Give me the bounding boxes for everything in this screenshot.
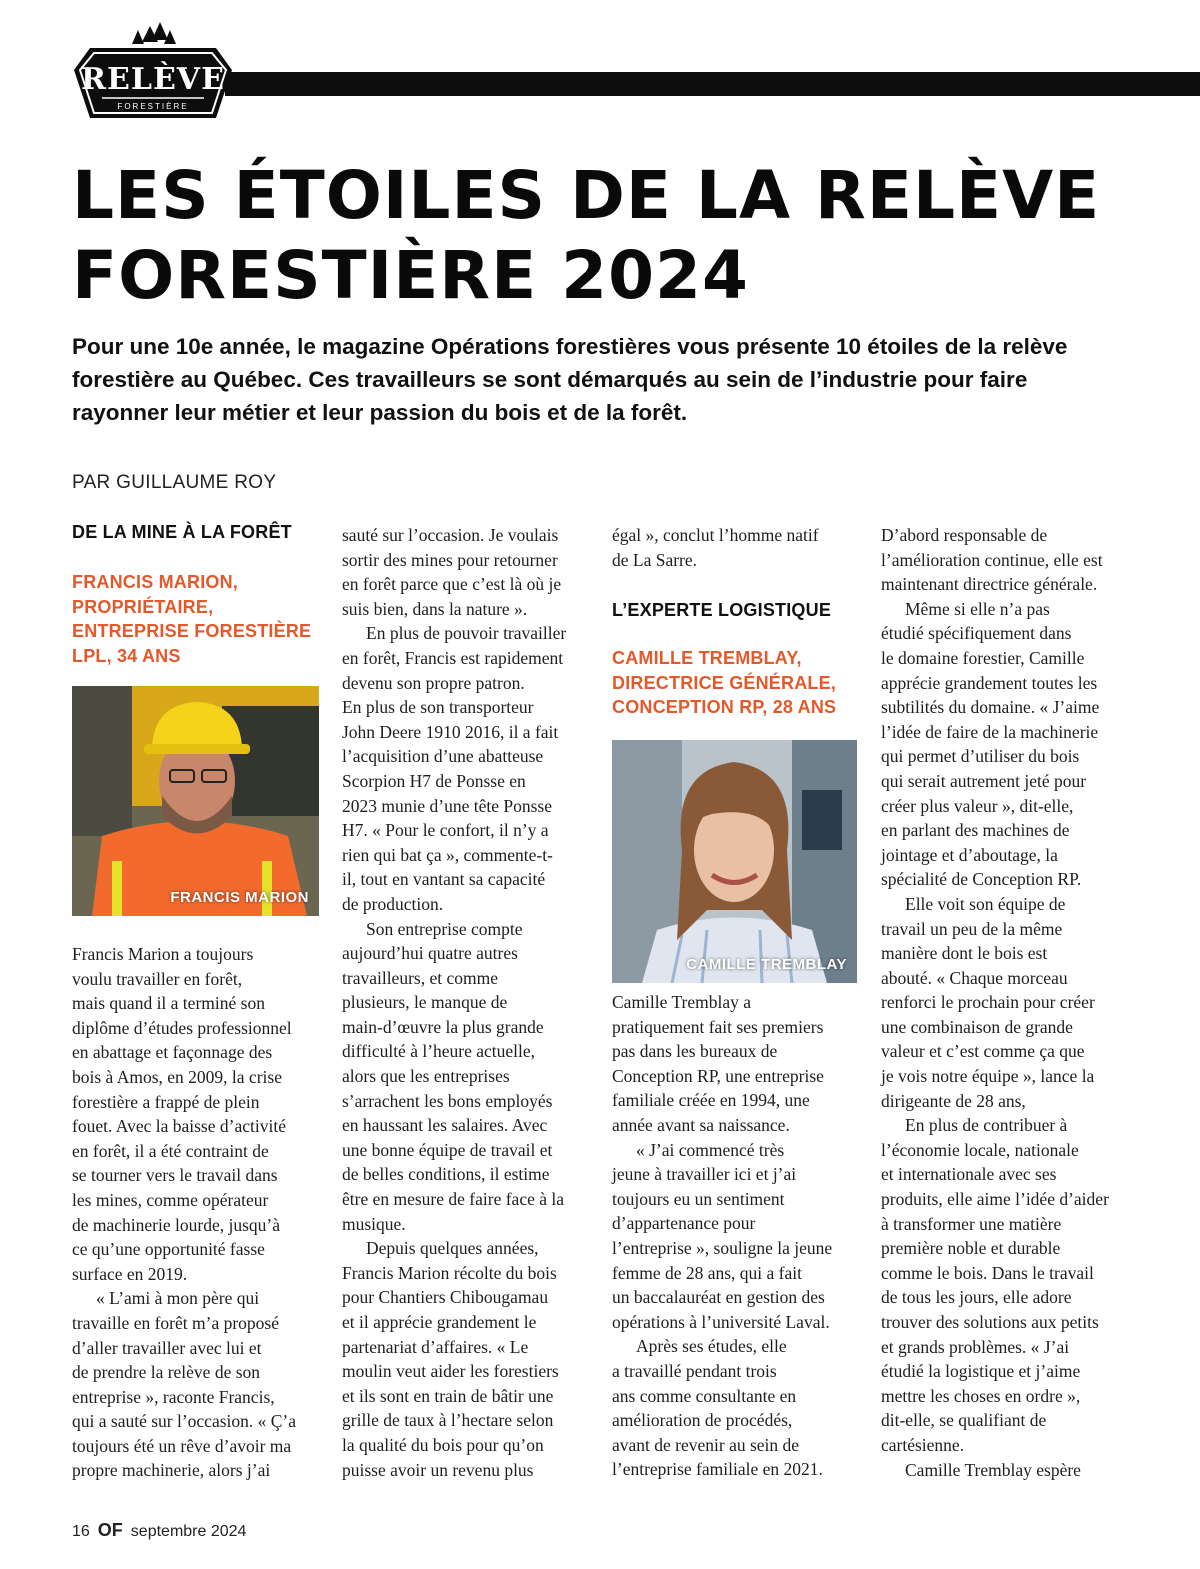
- text-line: travailleurs, et comme: [342, 967, 498, 988]
- text-line: subtilités du domaine. « J’aime: [881, 697, 1100, 718]
- text-line: et il apprécie grandement le: [342, 1312, 537, 1332]
- text-line: partenariat d’affaires. « Le: [342, 1336, 529, 1357]
- text-line: jeune à travailler ici et j’ai: [612, 1164, 797, 1185]
- text-line: En plus de son transporteur: [342, 697, 534, 718]
- column-1-body: [72, 942, 327, 1483]
- lead-line: Pour une 10e année, le magazine Opérations forestières vous présente 10 étoiles de la relève: [72, 334, 1068, 359]
- text-line: fouet. Avec la baisse d’activité: [72, 1116, 286, 1137]
- photo-caption: CAMILLE TREMBLAY: [686, 956, 847, 973]
- text-line: entreprise », raconte Francis,: [72, 1386, 275, 1407]
- text-line: difficulté à l’heure actuelle,: [342, 1041, 536, 1062]
- releve-forestiere-logo: [72, 22, 234, 128]
- text-line: étudié la logistique et j’aime: [881, 1361, 1081, 1382]
- text-line: l’entreprise familiale en 2021.: [612, 1459, 823, 1480]
- text-line: qui permet d’utiliser du bois: [881, 746, 1080, 767]
- text-line: créer plus valeur », dit-elle,: [881, 795, 1074, 816]
- text-line: Francis Marion récolte du bois: [342, 1262, 557, 1283]
- text-line: Elle voit son équipe de: [905, 893, 1066, 914]
- text-line: en forêt, il a été contraint de: [72, 1140, 269, 1161]
- text-line: en forêt parce que c’est là où je: [342, 574, 562, 595]
- text-line: en forêt, Francis est rapidement: [342, 647, 564, 668]
- text-line: pratiquement fait ses premiers: [612, 1016, 824, 1037]
- text-line: toujours été un rêve d’avoir ma: [72, 1435, 292, 1456]
- byline: PAR GUILLAUME ROY: [72, 472, 277, 493]
- text-line: femme de 28 ans, qui a fait: [612, 1262, 803, 1283]
- text-line: s’arrachent les bons employés: [342, 1090, 553, 1111]
- text-line: jointage et d’aboutage, la: [881, 844, 1058, 865]
- text-line: propre machinerie, alors j’ai: [72, 1460, 271, 1481]
- text-line: maintenant directrice générale.: [881, 574, 1098, 595]
- text-line: D’abord responsable de: [881, 525, 1048, 545]
- text-line: une combinaison de grande: [881, 1016, 1073, 1037]
- text-line: « J’ai commencé très: [636, 1139, 785, 1160]
- text-line: diplôme d’études professionnel: [72, 1017, 292, 1038]
- text-line: toujours eu un sentiment: [612, 1188, 785, 1209]
- text-line: apprécie grandement toutes les: [881, 672, 1098, 693]
- text-line: valeur et c’est comme ça que: [881, 1041, 1085, 1062]
- text-line: Depuis quelques années,: [366, 1238, 539, 1259]
- text-line: bois à Amos, en 2009, la crise: [72, 1066, 282, 1087]
- page-footer: [72, 1520, 246, 1541]
- text-line: opérations à l’université Laval.: [612, 1311, 830, 1332]
- text-line: mais quand il a terminé son: [72, 993, 265, 1014]
- text-line: de production.: [342, 893, 444, 914]
- text-line: Camille Tremblay a: [612, 992, 752, 1012]
- text-line: trouver des solutions aux petits: [881, 1312, 1099, 1332]
- text-line: amélioration de procédés,: [612, 1410, 793, 1431]
- text-line: l’économie locale, nationale: [881, 1139, 1079, 1160]
- text-line: une bonne équipe de travail et: [342, 1139, 553, 1160]
- text-line: les mines, comme opérateur: [72, 1189, 269, 1210]
- text-line: se tourner vers le travail dans: [72, 1165, 278, 1186]
- text-line: surface en 2019.: [72, 1263, 188, 1284]
- text-line: à transformer une matière: [881, 1213, 1062, 1234]
- text-line: et grands problèmes. « J’ai: [881, 1336, 1070, 1357]
- text-line: d’aller travailler avec lui et: [72, 1337, 262, 1358]
- lead-line: rayonner leur métier et leur passion du bois et de la forêt.: [72, 400, 688, 425]
- column-3-top: égal », conclut l’homme natif de La Sarre.: [612, 525, 819, 570]
- text-line: grille de taux à l’hectare selon: [342, 1410, 554, 1431]
- column-4-body: [881, 523, 1136, 1482]
- logo-subword: FORESTIÈRE: [117, 102, 189, 111]
- text-line: puisse avoir un revenu plus: [342, 1459, 534, 1480]
- text-line: main-d’œuvre la plus grande: [342, 1016, 544, 1037]
- text-line: le domaine forestier, Camille: [881, 647, 1085, 668]
- text-line: Camille Tremblay espère: [905, 1459, 1081, 1480]
- text-line: comme le bois. Dans le travail: [881, 1262, 1094, 1283]
- text-line: pas dans les bureaux de: [612, 1041, 778, 1062]
- text-line: l’acquisition d’une abatteuse: [342, 746, 544, 767]
- title-line: LES ÉTOILES DE LA RELÈVE: [72, 157, 1101, 234]
- text-line: et ils sont en train de bâtir une: [342, 1385, 554, 1406]
- photo-caption: FRANCIS MARION: [170, 889, 309, 906]
- text-line: voulu travailler en forêt,: [72, 968, 243, 989]
- header-rule: [225, 72, 1200, 96]
- text-line: mettre les choses en ordre »,: [881, 1385, 1081, 1406]
- text-line: étudié spécifiquement dans: [881, 623, 1072, 644]
- text-line: Même si elle n’a pas: [905, 598, 1050, 619]
- text-line: H7. « Pour le confort, il n’y a: [342, 820, 549, 841]
- column-3-body: [612, 990, 867, 1482]
- text-line: ce qu’une opportunité fasse: [72, 1239, 265, 1260]
- section-heading: L’EXPERTE LOGISTIQUE: [612, 600, 832, 621]
- text-line: 2023 munie d’une tête Ponsse: [342, 795, 552, 816]
- text-line: qui a sauté sur l’occasion. « Ç’a: [72, 1411, 297, 1432]
- text-line: en abattage et façonnage des: [72, 1042, 273, 1063]
- issue-date: septembre 2024: [130, 1523, 247, 1540]
- text-line: alors que les entreprises: [342, 1066, 510, 1087]
- person-heading: FRANCIS MARION, PROPRIÉTAIRE, ENTREPRISE FORESTIÈRE LPL, 34 ANS: [72, 572, 312, 666]
- text-line: pour Chantiers Chibougamau: [342, 1287, 549, 1308]
- text-line: la qualité du bois pour qu’on: [342, 1434, 544, 1455]
- column-1: [72, 520, 327, 668]
- column-3: [612, 523, 867, 720]
- francis-marion-photo: [72, 686, 319, 916]
- text-line: année avant sa naissance.: [612, 1114, 790, 1135]
- text-line: devenu son propre patron.: [342, 672, 525, 693]
- text-line: produits, elle aime l’idée d’aider: [881, 1189, 1109, 1210]
- section-heading: DE LA MINE À LA FORÊT: [72, 522, 292, 542]
- text-line: En plus de pouvoir travailler: [366, 623, 567, 644]
- text-line: de tous les jours, elle adore: [881, 1287, 1072, 1308]
- text-line: aujourd’hui quatre autres: [342, 943, 518, 964]
- text-line: rien qui bat ça », commente-t-: [342, 844, 553, 865]
- text-line: a travaillé pendant trois: [612, 1360, 777, 1381]
- text-line: Francis Marion a toujours: [72, 944, 254, 964]
- text-line: première noble et durable: [881, 1238, 1061, 1259]
- text-line: spécialité de Conception RP.: [881, 869, 1082, 890]
- text-line: cartésienne.: [881, 1434, 965, 1455]
- text-line: sortir des mines pour retourner: [342, 549, 558, 570]
- text-line: musique.: [342, 1213, 406, 1234]
- text-line: de belles conditions, il estime: [342, 1164, 550, 1185]
- text-line: en parlant des machines de: [881, 820, 1070, 841]
- camille-tremblay-photo: [612, 740, 857, 983]
- logo-word: RELÈVE: [81, 62, 225, 97]
- text-line: plusieurs, le manque de: [342, 992, 508, 1013]
- text-line: de machinerie lourde, jusqu’à: [72, 1214, 280, 1235]
- page-number: 16: [72, 1523, 90, 1540]
- text-line: avant de revenir au sein de: [612, 1434, 800, 1455]
- text-line: forestière a frappé de plein: [72, 1091, 260, 1112]
- text-line: et internationale avec ses: [881, 1164, 1057, 1185]
- text-line: Après ses études, elle: [636, 1336, 787, 1357]
- text-line: manière dont le bois est: [881, 943, 1048, 964]
- text-line: un baccalauréat en gestion des: [612, 1287, 825, 1308]
- magazine-name: OF: [97, 1520, 123, 1540]
- text-line: dirigeante de 28 ans,: [881, 1090, 1026, 1111]
- text-line: de prendre la relève de son: [72, 1362, 261, 1383]
- text-line: travaille en forêt m’a proposé: [72, 1312, 279, 1333]
- text-line: travail un peu de la même: [881, 918, 1063, 939]
- text-line: dit-elle, se qualifiant de: [881, 1410, 1047, 1431]
- text-line: d’appartenance pour: [612, 1213, 756, 1234]
- text-line: Son entreprise compte: [366, 918, 523, 939]
- text-line: qui serait autrement jeté pour: [881, 770, 1087, 791]
- text-line: ans comme consultante en: [612, 1385, 797, 1406]
- text-line: être en mesure de faire face à la: [342, 1189, 564, 1210]
- text-line: l’entreprise », souligne la jeune: [612, 1237, 833, 1258]
- article-lead: [72, 330, 1132, 429]
- text-line: il, tout en vantant sa capacité: [342, 869, 546, 890]
- text-line: en haussant les salaires. Avec: [342, 1115, 548, 1136]
- text-line: John Deere 1910 2016, il a fait: [342, 721, 559, 742]
- text-line: l’idée de faire de la machinerie: [881, 721, 1099, 742]
- text-line: suis bien, dans la nature ».: [342, 598, 528, 619]
- text-line: sauté sur l’occasion. Je voulais: [342, 525, 559, 545]
- text-line: « L’ami à mon père qui: [96, 1288, 260, 1309]
- text-line: je vois notre équipe », lance la: [881, 1066, 1095, 1087]
- person-heading: CAMILLE TREMBLAY, DIRECTRICE GÉNÉRALE, CONCEPTION RP, 28 ANS: [612, 648, 837, 718]
- title-line: FORESTIÈRE 2024: [72, 237, 749, 314]
- text-line: moulin veut aider les forestiers: [342, 1361, 559, 1382]
- lead-line: forestière au Québec. Ces travailleurs se sont démarqués au sein de l’industrie pour faire: [72, 367, 1028, 392]
- text-line: abouté. « Chaque morceau: [881, 967, 1068, 988]
- text-line: renforci le prochain pour créer: [881, 992, 1095, 1013]
- text-line: Conception RP, une entreprise: [612, 1065, 824, 1086]
- text-line: familiale créée en 1994, une: [612, 1090, 810, 1111]
- text-line: En plus de contribuer à: [905, 1115, 1068, 1136]
- text-line: Scorpion H7 de Ponsse en: [342, 770, 526, 791]
- column-2-body: [342, 523, 597, 1482]
- article-title: [72, 156, 1132, 316]
- text-line: l’amélioration continue, elle est: [881, 549, 1103, 570]
